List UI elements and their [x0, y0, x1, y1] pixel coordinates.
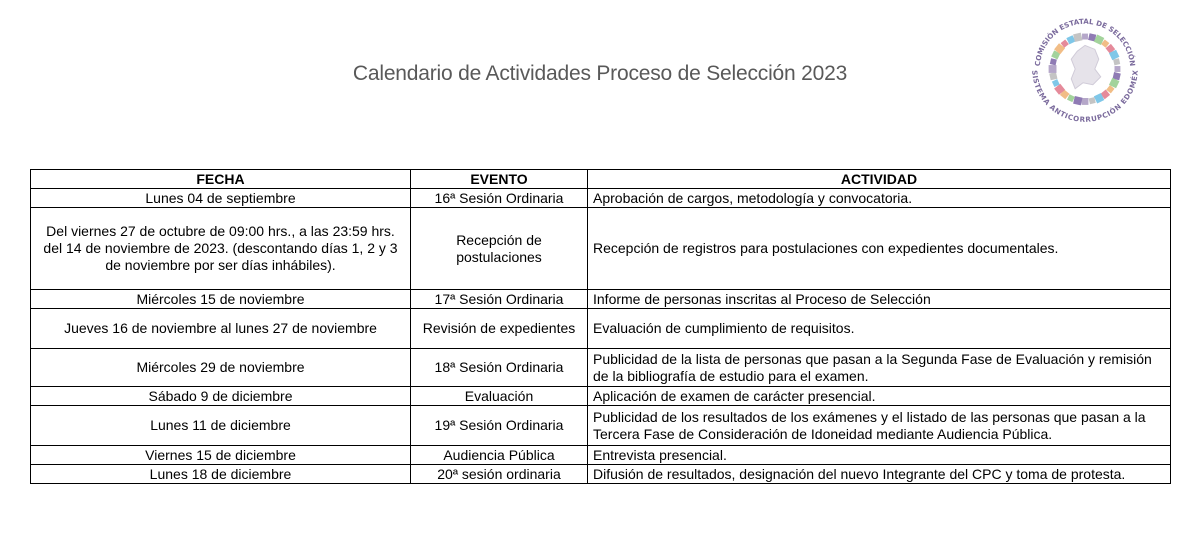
cell-fecha: Lunes 11 de diciembre — [31, 406, 411, 446]
table-row — [31, 189, 1171, 208]
cell-fecha: Viernes 15 de diciembre — [31, 446, 411, 465]
cell-fecha: Sábado 9 de diciembre — [31, 387, 411, 406]
logo-tile — [1089, 97, 1096, 104]
cell-actividad: Publicidad de la lista de personas que pasan a la Segunda Fase de Evaluación y remisión de la bibliografía de estudio para el examen. — [588, 349, 1171, 387]
logo-tile — [1049, 72, 1057, 80]
cell-fecha: Jueves 16 de noviembre al lunes 27 de noviembre — [31, 309, 411, 349]
header-fecha: FECHA — [31, 170, 411, 189]
cell-actividad: Entrevista presencial. — [588, 446, 1171, 465]
cell-fecha: Miércoles 29 de noviembre — [31, 349, 411, 387]
cell-actividad: Difusión de resultados, designación del nuevo Integrante del CPC y toma de protesta. — [588, 465, 1171, 484]
cell-evento: 19ª Sesión Ordinaria — [411, 406, 588, 446]
cell-fecha: Lunes 04 de septiembre — [31, 189, 411, 208]
svg-text:SISTEMA ANTICORRUPCIÓN EDOMÉX: SISTEMA ANTICORRUPCIÓN EDOMÉX — [1030, 69, 1140, 124]
table-row — [31, 309, 1171, 349]
cell-evento: Evaluación — [411, 387, 588, 406]
cell-actividad: Evaluación de cumplimiento de requisitos. — [588, 309, 1171, 349]
table-header-row — [31, 170, 1171, 189]
cell-actividad: Aprobación de cargos, metodología y convocatoria. — [588, 189, 1171, 208]
header-actividad: ACTIVIDAD — [588, 170, 1171, 189]
table-row — [31, 290, 1171, 309]
header-evento: EVENTO — [411, 170, 588, 189]
table-row — [31, 446, 1171, 465]
logo-tile — [1082, 34, 1088, 40]
page-title: Calendario de Actividades Proceso de Selección 2023 — [352, 62, 848, 85]
calendar-table — [30, 169, 1171, 484]
cell-evento: Revisión de expedientes — [411, 309, 588, 349]
logo-tile — [1113, 58, 1120, 65]
cell-fecha: Lunes 18 de diciembre — [31, 465, 411, 484]
comision-estatal-seleccion-logo — [1026, 10, 1144, 128]
cell-actividad: Informe de personas inscritas al Proceso de Selección — [588, 290, 1171, 309]
cell-actividad: Aplicación de examen de carácter presencial. — [588, 387, 1171, 406]
cell-evento: 20ª sesión ordinaria — [411, 465, 588, 484]
cell-actividad: Publicidad de los resultados de los exámenes y el listado de las personas que pasan a la Tercera Fase de Consideración de Idoneidad mediante Audiencia Pública. — [588, 406, 1171, 446]
table-row — [31, 349, 1171, 387]
cell-evento: 16ª Sesión Ordinaria — [411, 189, 588, 208]
logo-tile — [1115, 66, 1121, 72]
svg-text:COMISIÓN ESTATAL DE SELECCIÓN: COMISIÓN ESTATAL DE SELECCIÓN — [1032, 16, 1138, 67]
logo-tile — [1082, 98, 1089, 105]
table-row — [31, 406, 1171, 446]
cell-evento: 18ª Sesión Ordinaria — [411, 349, 588, 387]
cell-fecha: Miércoles 15 de noviembre — [31, 290, 411, 309]
table-row — [31, 208, 1171, 290]
cell-evento: Recepción de postulaciones — [411, 208, 588, 290]
table-row — [31, 387, 1171, 406]
cell-evento: 17ª Sesión Ordinaria — [411, 290, 588, 309]
logo-tile — [1050, 58, 1057, 65]
logo-tile — [1049, 65, 1057, 73]
cell-actividad: Recepción de registros para postulaciones con expedientes documentales. — [588, 208, 1171, 290]
cell-fecha: Del viernes 27 de octubre de 09:00 hrs., a las 23:59 hrs. del 14 de noviembre de 2023. (descontando días 1, 2 y 3 de noviembre por ser días inhábiles). — [31, 208, 411, 290]
cell-evento: Audiencia Pública — [411, 446, 588, 465]
table-row — [31, 465, 1171, 484]
